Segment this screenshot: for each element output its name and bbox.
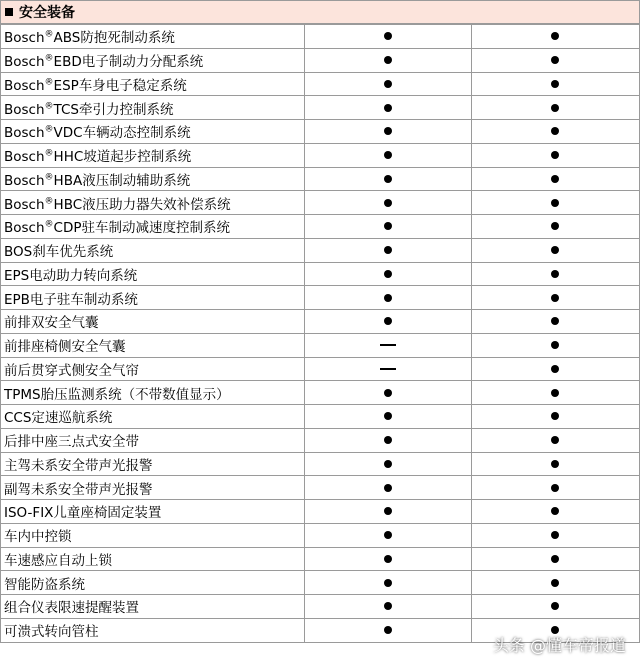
value-cell [471, 405, 639, 429]
standard-dot-icon [551, 531, 559, 539]
feature-label: 前排双安全气囊 [4, 315, 99, 332]
brand-name: Bosch [4, 101, 45, 118]
feature-cell [1, 238, 304, 262]
feature-label: 前后贯穿式侧安全气帘 [4, 362, 139, 379]
standard-dot-icon [384, 32, 392, 40]
watermark [493, 633, 626, 656]
not-available-dash-icon [380, 368, 396, 370]
feature-cell [1, 452, 304, 476]
value-cell [304, 547, 471, 571]
feature-cell [1, 476, 304, 500]
standard-dot-icon [384, 222, 392, 230]
feature-label: HBC液压助力器失效补偿系统 [53, 196, 231, 213]
watermark-text: 头条 @懂车帝报道 [492, 636, 626, 655]
standard-dot-icon [384, 127, 392, 135]
value-cell [304, 72, 471, 96]
feature-label: CCS定速巡航系统 [4, 410, 113, 427]
standard-dot-icon [384, 389, 392, 397]
value-cell [304, 571, 471, 595]
feature-label: 前排座椅侧安全气囊 [4, 339, 126, 356]
feature-label: EPB电子驻车制动系统 [4, 291, 138, 308]
standard-dot-icon [551, 460, 559, 468]
value-cell [304, 262, 471, 286]
standard-dot-icon [551, 151, 559, 159]
value-cell [471, 452, 639, 476]
feature-label: CDP驻车制动减速度控制系统 [53, 220, 231, 237]
brand-name: Bosch [4, 172, 45, 189]
standard-dot-icon [384, 104, 392, 112]
square-bullet-icon [5, 8, 13, 16]
value-cell [471, 476, 639, 500]
brand-name: Bosch [4, 54, 45, 71]
table-row [1, 310, 639, 334]
standard-dot-icon [551, 389, 559, 397]
standard-dot-icon [551, 199, 559, 207]
value-cell [304, 333, 471, 357]
value-cell [471, 25, 639, 49]
feature-cell [1, 618, 304, 642]
feature-cell [1, 48, 304, 72]
table-row [1, 357, 639, 381]
feature-cell [1, 96, 304, 120]
standard-dot-icon [384, 80, 392, 88]
value-cell [304, 48, 471, 72]
value-cell [471, 523, 639, 547]
section-header [1, 0, 639, 24]
value-cell [471, 215, 639, 239]
feature-label: HBA液压制动辅助系统 [53, 172, 191, 189]
value-cell [304, 357, 471, 381]
table-row [1, 72, 639, 96]
feature-label: VDC车辆动态控制系统 [53, 125, 191, 142]
standard-dot-icon [551, 56, 559, 64]
value-cell [304, 523, 471, 547]
feature-label: HHC坡道起步控制系统 [53, 149, 192, 166]
registered-mark: ® [44, 172, 54, 183]
feature-cell [1, 143, 304, 167]
registered-mark: ® [44, 53, 54, 64]
value-cell [304, 191, 471, 215]
table-row [1, 25, 639, 49]
standard-dot-icon [551, 484, 559, 492]
standard-dot-icon [551, 555, 559, 563]
table-row [1, 191, 639, 215]
brand-name: Bosch [4, 220, 45, 237]
value-cell [471, 96, 639, 120]
table-row [1, 286, 639, 310]
standard-dot-icon [384, 317, 392, 325]
standard-dot-icon [384, 460, 392, 468]
standard-dot-icon [551, 341, 559, 349]
table-row [1, 120, 639, 144]
value-cell [471, 72, 639, 96]
feature-cell [1, 310, 304, 334]
feature-cell [1, 500, 304, 524]
standard-dot-icon [551, 80, 559, 88]
feature-cell [1, 286, 304, 310]
value-cell [471, 547, 639, 571]
table-row [1, 333, 639, 357]
value-cell [471, 381, 639, 405]
standard-dot-icon [384, 484, 392, 492]
feature-cell [1, 25, 304, 49]
registered-mark: ® [44, 29, 54, 40]
value-cell [304, 25, 471, 49]
feature-label: 车速感应自动上锁 [4, 552, 112, 569]
table-row [1, 96, 639, 120]
value-cell [471, 48, 639, 72]
brand-name: Bosch [4, 196, 45, 213]
feature-cell [1, 167, 304, 191]
feature-label: TPMS胎压监测系统（不带数值显示） [4, 386, 230, 403]
value-cell [471, 571, 639, 595]
value-cell [304, 452, 471, 476]
value-cell [304, 618, 471, 642]
feature-cell [1, 595, 304, 619]
brand-name: Bosch [4, 30, 45, 47]
standard-dot-icon [551, 294, 559, 302]
feature-cell [1, 547, 304, 571]
feature-label: 组合仪表限速提醒装置 [4, 600, 139, 617]
value-cell [304, 286, 471, 310]
feature-cell [1, 120, 304, 144]
value-cell [304, 215, 471, 239]
value-cell [471, 500, 639, 524]
feature-label: EBD电子制动力分配系统 [53, 54, 204, 71]
value-cell [471, 310, 639, 334]
not-available-dash-icon [380, 344, 396, 346]
value-cell [471, 191, 639, 215]
standard-dot-icon [384, 602, 392, 610]
standard-dot-icon [384, 56, 392, 64]
standard-dot-icon [384, 294, 392, 302]
feature-cell [1, 72, 304, 96]
standard-dot-icon [551, 127, 559, 135]
feature-cell [1, 333, 304, 357]
value-cell [304, 381, 471, 405]
standard-dot-icon [384, 412, 392, 420]
feature-label: 车内中控锁 [4, 529, 72, 546]
table-row [1, 262, 639, 286]
value-cell [471, 428, 639, 452]
standard-dot-icon [551, 104, 559, 112]
standard-dot-icon [384, 507, 392, 515]
registered-mark: ® [44, 219, 54, 230]
feature-label: 副驾未系安全带声光报警 [4, 481, 153, 498]
registered-mark: ® [44, 124, 54, 135]
standard-dot-icon [384, 270, 392, 278]
standard-dot-icon [384, 199, 392, 207]
value-cell [471, 167, 639, 191]
feature-label: ISO-FIX儿童座椅固定装置 [4, 505, 162, 522]
feature-cell [1, 428, 304, 452]
table-row [1, 238, 639, 262]
value-cell [304, 595, 471, 619]
value-cell [304, 96, 471, 120]
table-row [1, 595, 639, 619]
table-row [1, 48, 639, 72]
standard-dot-icon [551, 365, 559, 373]
brand-name: Bosch [4, 77, 45, 94]
table-row [1, 452, 639, 476]
feature-label: 可溃式转向管柱 [4, 624, 99, 641]
registered-mark: ® [44, 196, 54, 207]
table-row [1, 500, 639, 524]
standard-dot-icon [551, 412, 559, 420]
table-row [1, 428, 639, 452]
feature-cell [1, 262, 304, 286]
standard-dot-icon [384, 555, 392, 563]
feature-cell [1, 381, 304, 405]
table-row [1, 167, 639, 191]
registered-mark: ® [44, 148, 54, 159]
standard-dot-icon [551, 175, 559, 183]
feature-label: ESP车身电子稳定系统 [53, 77, 187, 94]
feature-label: TCS牵引力控制系统 [53, 101, 174, 118]
standard-dot-icon [551, 246, 559, 254]
standard-dot-icon [384, 436, 392, 444]
standard-dot-icon [551, 222, 559, 230]
value-cell [304, 120, 471, 144]
standard-dot-icon [384, 626, 392, 634]
feature-cell [1, 523, 304, 547]
feature-cell [1, 215, 304, 239]
value-cell [471, 333, 639, 357]
table-row [1, 571, 639, 595]
standard-dot-icon [551, 32, 559, 40]
value-cell [471, 238, 639, 262]
standard-dot-icon [551, 579, 559, 587]
value-cell [304, 143, 471, 167]
feature-label: ABS防抱死制动系统 [53, 30, 175, 47]
brand-name: Bosch [4, 149, 45, 166]
standard-dot-icon [551, 436, 559, 444]
table-row [1, 523, 639, 547]
feature-cell [1, 191, 304, 215]
brand-name: Bosch [4, 125, 45, 142]
value-cell [304, 405, 471, 429]
value-cell [471, 262, 639, 286]
standard-dot-icon [551, 602, 559, 610]
value-cell [471, 357, 639, 381]
table-row [1, 405, 639, 429]
feature-table [1, 24, 639, 643]
standard-dot-icon [551, 270, 559, 278]
section-title: 安全装备 [19, 5, 75, 21]
standard-dot-icon [384, 246, 392, 254]
standard-dot-icon [384, 579, 392, 587]
value-cell [471, 595, 639, 619]
table-row [1, 215, 639, 239]
feature-label: EPS电动助力转向系统 [4, 267, 138, 284]
table-row [1, 547, 639, 571]
value-cell [304, 500, 471, 524]
value-cell [304, 476, 471, 500]
value-cell [471, 143, 639, 167]
registered-mark: ® [44, 77, 54, 88]
value-cell [304, 310, 471, 334]
table-row [1, 381, 639, 405]
value-cell [304, 428, 471, 452]
feature-label: 智能防盗系统 [4, 576, 85, 593]
standard-dot-icon [384, 531, 392, 539]
standard-dot-icon [384, 175, 392, 183]
value-cell [471, 120, 639, 144]
feature-label: 主驾未系安全带声光报警 [4, 457, 153, 474]
value-cell [304, 238, 471, 262]
registered-mark: ® [44, 101, 54, 112]
feature-cell [1, 357, 304, 381]
standard-dot-icon [384, 151, 392, 159]
value-cell [471, 286, 639, 310]
feature-label: 后排中座三点式安全带 [4, 434, 139, 451]
table-row [1, 143, 639, 167]
table-row [1, 476, 639, 500]
standard-dot-icon [551, 317, 559, 325]
feature-cell [1, 405, 304, 429]
standard-dot-icon [551, 507, 559, 515]
feature-label: BOS刹车优先系统 [4, 244, 114, 261]
feature-cell [1, 571, 304, 595]
value-cell [304, 167, 471, 191]
